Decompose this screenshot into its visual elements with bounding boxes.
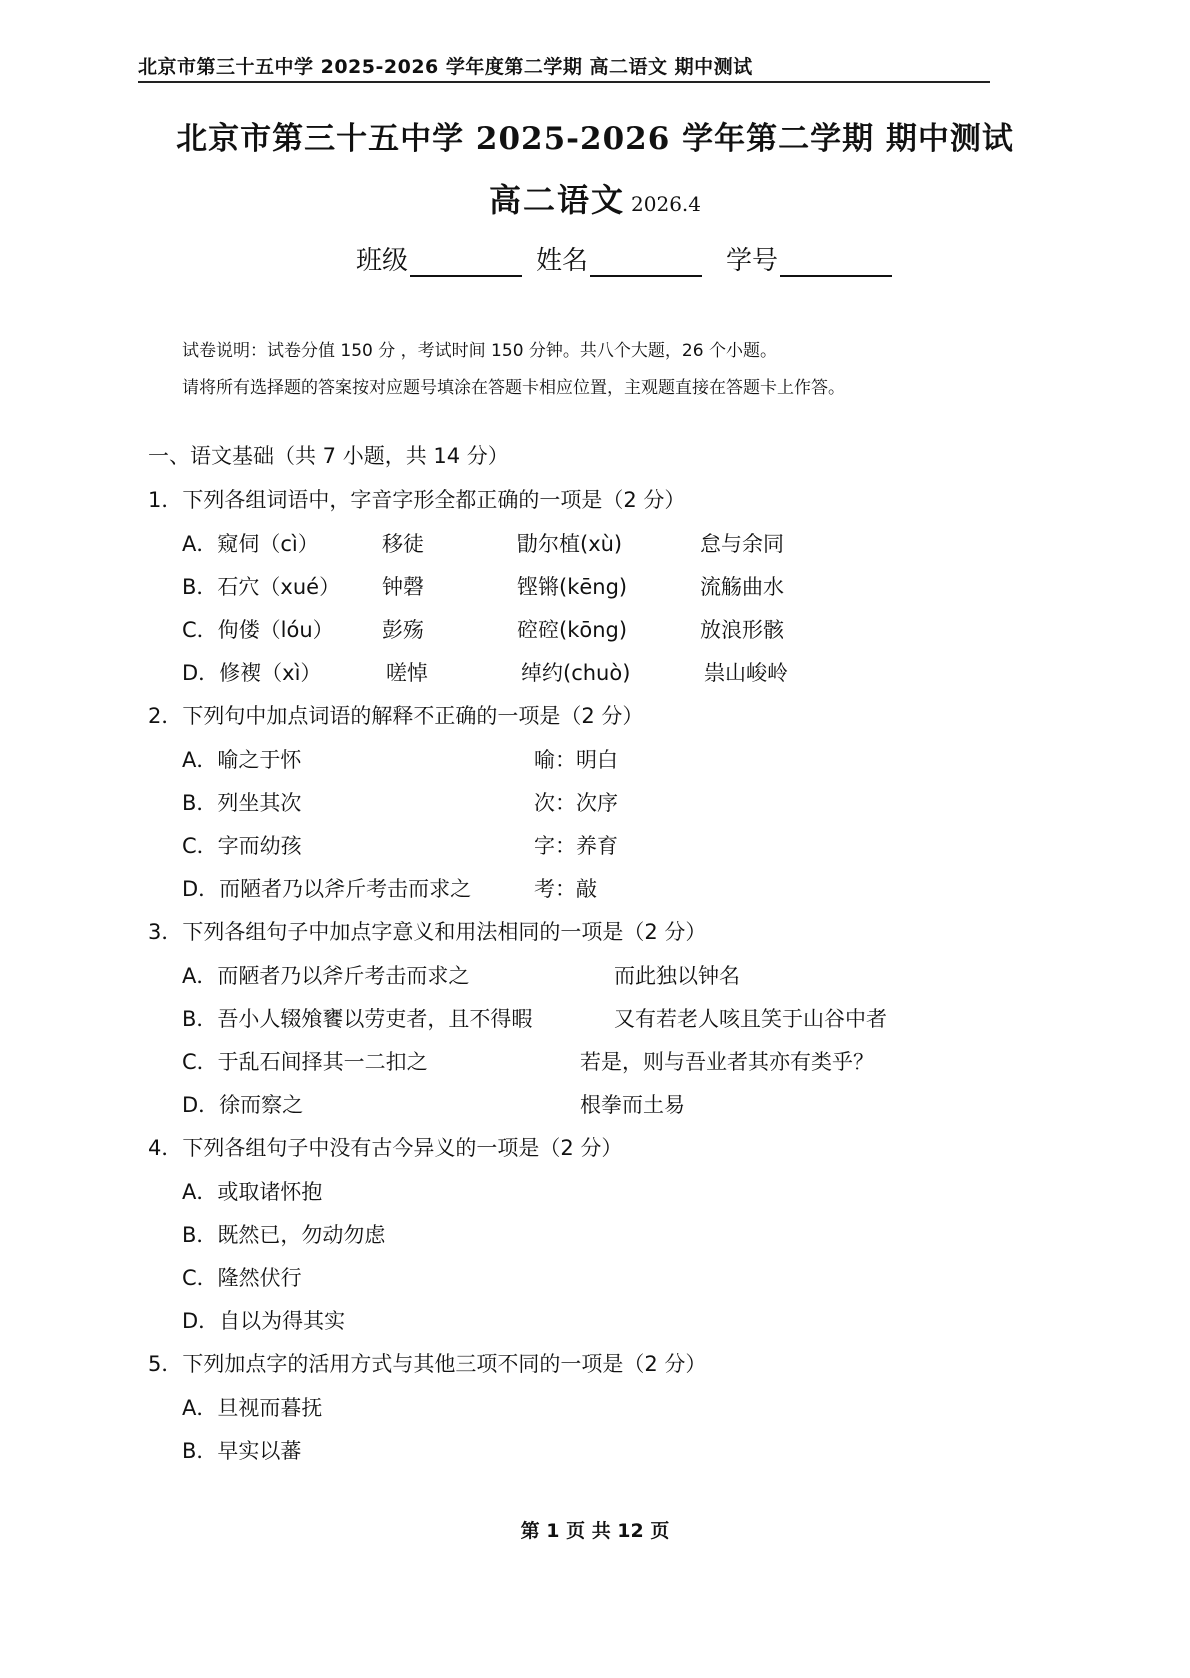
q4-option-a: A．或取诸怀抱 [182, 1180, 323, 1204]
section-heading: 一、语文基础（共 7 小题，共 14 分） [148, 444, 509, 468]
q2-option-c: C．字而幼孩 [182, 834, 302, 858]
name-label: 姓名 [536, 246, 589, 276]
q1-option-d-4: 祟山峻岭 [704, 661, 788, 685]
class-label: 班级 [356, 246, 409, 276]
q4-option-b: B．既然已，勿动勿虑 [182, 1223, 386, 1247]
q1-option-a-4: 怠与余同 [700, 532, 784, 556]
class-field[interactable] [356, 240, 522, 277]
q3-option-b-2: 又有若老人咳且笑于山谷中者 [614, 1007, 887, 1031]
header-rule [138, 81, 990, 83]
q3-option-c-2: 若是，则与吾业者其亦有类乎？ [580, 1050, 874, 1074]
q1-option-b-3: 铿锵(kēng) [517, 575, 628, 599]
q4-option-c: C．隆然伏行 [182, 1266, 302, 1290]
instruction-line: 试卷说明：试卷分值 150 分 ，考试时间 150 分钟。共八个大题，26 个小题。 [182, 341, 777, 361]
instruction-line: 请将所有选择题的答案按对应题号填涂在答题卡相应位置，主观题直接在答题卡上作答。 [182, 378, 845, 398]
q1-option-c-4: 放浪形骸 [700, 618, 784, 642]
q5-option-b: B．早实以蕃 [182, 1439, 302, 1463]
q1-option-b-4: 流觞曲水 [700, 575, 784, 599]
q4-option-d: D．自以为得其实 [182, 1309, 346, 1333]
class-blank[interactable] [410, 251, 522, 277]
q2-option-a-gloss: 喻：明白 [534, 748, 618, 772]
q2-option-c-gloss: 字：养育 [534, 834, 618, 858]
student-id-blank[interactable] [780, 251, 892, 277]
q2-option-b-gloss: 次：次序 [534, 791, 618, 815]
q1-option-d-3: 绰约(chuò) [521, 661, 631, 685]
page-footer: 第 1 页 共 12 页 [520, 1520, 670, 1542]
question-1-stem: 1．下列各组词语中，字音字形全都正确的一项是（2 分） [148, 488, 686, 512]
q2-option-a: A．喻之于怀 [182, 748, 302, 772]
q3-option-a-1: A．而陋者乃以斧斤考击而求之 [182, 964, 470, 988]
question-2-stem: 2．下列句中加点词语的解释不正确的一项是（2 分） [148, 704, 644, 728]
q1-option-d-2: 嗟悼 [386, 661, 428, 685]
q2-option-d-gloss: 考：敲 [534, 877, 597, 901]
q1-option-a-3: 勖尔植(xù) [517, 532, 623, 556]
running-header: 北京市第三十五中学 2025-2026 学年度第二学期 高二语文 期中测试 [138, 56, 753, 78]
subject-label: 高二语文 [489, 181, 626, 219]
q3-option-c-1: C．于乱石间择其一二扣之 [182, 1050, 428, 1074]
q3-option-a-2: 而此独以钟名 [614, 964, 740, 988]
student-id-field[interactable] [726, 240, 892, 277]
exam-title: 北京市第三十五中学 2025-2026 学年第二学期 期中测试 [176, 121, 1014, 157]
student-info-fields [356, 240, 892, 277]
exam-instructions [182, 333, 845, 407]
exam-date: 2026.4 [631, 192, 701, 216]
q5-option-a: A．旦视而暮抚 [182, 1396, 323, 1420]
q1-option-a-2: 移徒 [382, 532, 424, 556]
q1-option-c-1: C．佝偻（lóu） [182, 618, 334, 642]
name-blank[interactable] [590, 251, 702, 277]
q3-option-b-1: B．吾小人辍飧饔以劳吏者，且不得暇 [182, 1007, 533, 1031]
q3-option-d-2: 根拳而土易 [580, 1093, 685, 1117]
q1-option-b-1: B．石穴（xué） [182, 575, 341, 599]
exam-subtitle [0, 175, 1190, 221]
q1-option-c-2: 彭殇 [382, 618, 424, 642]
q1-option-a-1: A．窥伺（cì） [182, 532, 319, 556]
question-4-stem: 4．下列各组句子中没有古今异义的一项是（2 分） [148, 1136, 623, 1160]
question-3-stem: 3．下列各组句子中加点字意义和用法相同的一项是（2 分） [148, 920, 707, 944]
q1-option-b-2: 钟磬 [382, 575, 424, 599]
q3-option-d-1: D．徐而察之 [182, 1093, 304, 1117]
q1-option-c-3: 硿硿(kōng) [517, 618, 628, 642]
q2-option-b: B．列坐其次 [182, 791, 302, 815]
q1-option-d-1: D．修褉（xì） [182, 661, 322, 685]
q2-option-d: D．而陋者乃以斧斤考击而求之 [182, 877, 472, 901]
question-5-stem: 5．下列加点字的活用方式与其他三项不同的一项是（2 分） [148, 1352, 707, 1376]
name-field[interactable] [536, 240, 702, 277]
student-id-label: 学号 [726, 246, 779, 276]
